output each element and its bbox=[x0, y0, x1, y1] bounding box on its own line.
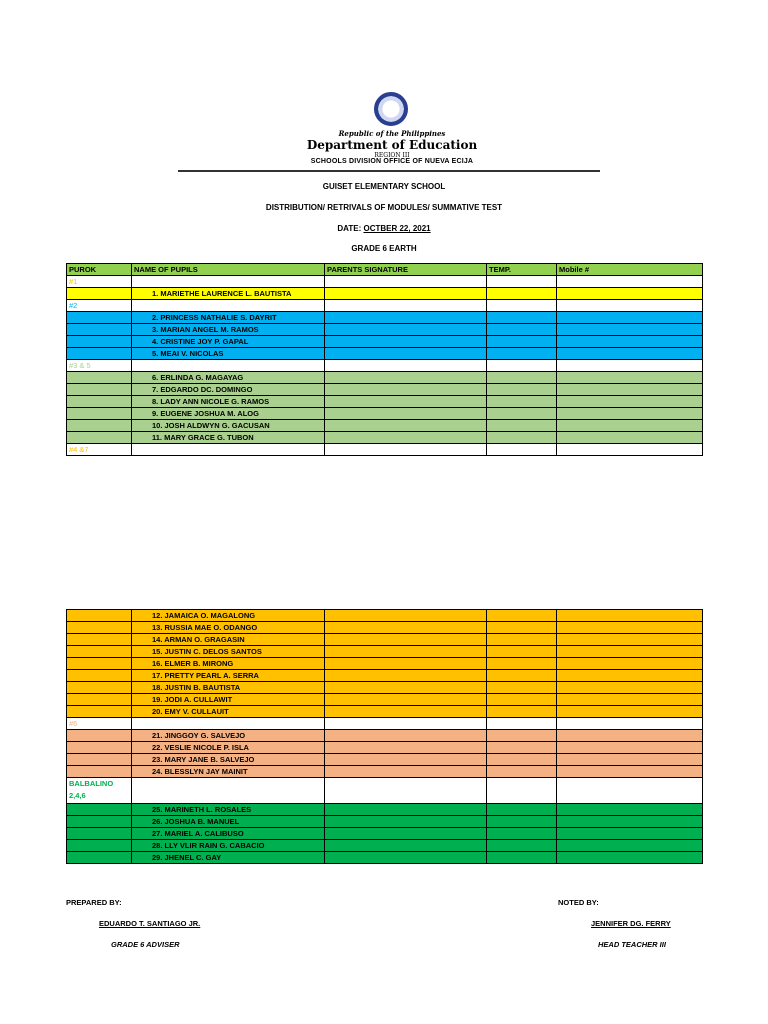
pupil-name-cell: 23. MARY JANE B. SALVEJO bbox=[132, 754, 325, 766]
parents-signature-cell[interactable] bbox=[325, 718, 487, 730]
parents-signature-cell[interactable] bbox=[325, 682, 487, 694]
purok-cell bbox=[67, 420, 132, 432]
mobile-number-cell[interactable] bbox=[557, 312, 703, 324]
col-signature-header: PARENTS SIGNATURE bbox=[325, 264, 487, 276]
purok-cell bbox=[67, 670, 132, 682]
mobile-number-cell[interactable] bbox=[557, 730, 703, 742]
prepared-by-label: PREPARED BY: bbox=[66, 898, 122, 907]
parents-signature-cell[interactable] bbox=[325, 348, 487, 360]
purok-cell bbox=[67, 396, 132, 408]
mobile-number-cell[interactable] bbox=[557, 718, 703, 730]
table-row bbox=[67, 622, 703, 634]
table-row bbox=[67, 670, 703, 682]
republic-line: Republic of the Philippines bbox=[338, 129, 446, 138]
mobile-number-cell[interactable] bbox=[557, 420, 703, 432]
purok-cell bbox=[67, 804, 132, 816]
purok-cell bbox=[67, 312, 132, 324]
parents-signature-cell[interactable] bbox=[325, 276, 487, 288]
mobile-number-cell[interactable] bbox=[557, 766, 703, 778]
temperature-cell[interactable] bbox=[487, 622, 557, 634]
purok-cell bbox=[67, 754, 132, 766]
pupil-name-cell: 9. EUGENE JOSHUA M. ALOG bbox=[132, 408, 325, 420]
purok-cell bbox=[67, 816, 132, 828]
pupil-name-cell: 10. JOSH ALDWYN G. GACUSAN bbox=[132, 420, 325, 432]
mobile-number-cell[interactable] bbox=[557, 658, 703, 670]
temperature-cell[interactable] bbox=[487, 360, 557, 372]
pupil-name-cell: 15. JUSTIN C. DELOS SANTOS bbox=[132, 646, 325, 658]
purok-cell bbox=[67, 840, 132, 852]
purok-cell bbox=[67, 658, 132, 670]
purok-group-row bbox=[67, 778, 703, 804]
temperature-cell[interactable] bbox=[487, 694, 557, 706]
temperature-cell[interactable] bbox=[487, 706, 557, 718]
temperature-cell[interactable] bbox=[487, 730, 557, 742]
table-row bbox=[67, 658, 703, 670]
school-name: GUISET ELEMENTARY SCHOOL bbox=[322, 182, 446, 191]
purok-cell bbox=[67, 694, 132, 706]
pupil-name-cell: 28. LLY VLIR RAIN G. CABACIO bbox=[132, 840, 325, 852]
purok-cell bbox=[67, 828, 132, 840]
pupil-name-cell: 11. MARY GRACE G. TUBON bbox=[132, 432, 325, 444]
col-mobile-header: Mobile # bbox=[557, 264, 703, 276]
mobile-number-cell[interactable] bbox=[557, 682, 703, 694]
mobile-number-cell[interactable] bbox=[557, 670, 703, 682]
temperature-cell[interactable] bbox=[487, 336, 557, 348]
temperature-cell[interactable] bbox=[487, 408, 557, 420]
mobile-number-cell[interactable] bbox=[557, 276, 703, 288]
table-row bbox=[67, 840, 703, 852]
parents-signature-cell[interactable] bbox=[325, 766, 487, 778]
pupil-name-cell bbox=[132, 300, 325, 312]
temperature-cell[interactable] bbox=[487, 766, 557, 778]
parents-signature-cell[interactable] bbox=[325, 408, 487, 420]
temperature-cell[interactable] bbox=[487, 828, 557, 840]
table-row bbox=[67, 816, 703, 828]
mobile-number-cell[interactable] bbox=[557, 288, 703, 300]
document-title: DISTRIBUTION/ RETRIVALS OF MODULES/ SUMMATIVE TEST bbox=[265, 203, 503, 212]
pupil-name-cell: 5. MEAI V. NICOLAS bbox=[132, 348, 325, 360]
parents-signature-cell[interactable] bbox=[325, 444, 487, 456]
pupil-name-cell: 8. LADY ANN NICOLE G. RAMOS bbox=[132, 396, 325, 408]
pupil-name-cell: 19. JODI A. CULLAWIT bbox=[132, 694, 325, 706]
temperature-cell[interactable] bbox=[487, 646, 557, 658]
parents-signature-cell[interactable] bbox=[325, 754, 487, 766]
purok-cell: #6 bbox=[67, 718, 132, 730]
parents-signature-cell[interactable] bbox=[325, 312, 487, 324]
parents-signature-cell[interactable] bbox=[325, 432, 487, 444]
table-row bbox=[67, 646, 703, 658]
table-row bbox=[67, 384, 703, 396]
mobile-number-cell[interactable] bbox=[557, 816, 703, 828]
mobile-number-cell[interactable] bbox=[557, 622, 703, 634]
table-row bbox=[67, 420, 703, 432]
region-line: REGION III bbox=[374, 152, 410, 159]
roster-table-2 bbox=[66, 609, 703, 864]
pupil-name-cell: 22. VESLIE NICOLE P. ISLA bbox=[132, 742, 325, 754]
pupil-name-cell: 3. MARIAN ANGEL M. RAMOS bbox=[132, 324, 325, 336]
purok-cell: BALBALINO 2,4,6 bbox=[67, 778, 132, 804]
table-row bbox=[67, 372, 703, 384]
purok-cell bbox=[67, 634, 132, 646]
temperature-cell[interactable] bbox=[487, 372, 557, 384]
temperature-cell[interactable] bbox=[487, 312, 557, 324]
parents-signature-cell[interactable] bbox=[325, 336, 487, 348]
noted-by-label: NOTED BY: bbox=[558, 898, 599, 907]
department-line: Department of Education bbox=[306, 138, 478, 152]
mobile-number-cell[interactable] bbox=[557, 610, 703, 622]
temperature-cell[interactable] bbox=[487, 742, 557, 754]
mobile-number-cell[interactable] bbox=[557, 852, 703, 864]
parents-signature-cell[interactable] bbox=[325, 828, 487, 840]
purok-cell: #1 bbox=[67, 276, 132, 288]
parents-signature-cell[interactable] bbox=[325, 300, 487, 312]
purok-cell bbox=[67, 646, 132, 658]
mobile-number-cell[interactable] bbox=[557, 408, 703, 420]
col-purok-header: PUROK bbox=[67, 264, 132, 276]
table-row bbox=[67, 348, 703, 360]
purok-cell bbox=[67, 336, 132, 348]
mobile-number-cell[interactable] bbox=[557, 694, 703, 706]
grade-section: GRADE 6 EARTH bbox=[351, 244, 417, 253]
temperature-cell[interactable] bbox=[487, 670, 557, 682]
table-header-row bbox=[67, 264, 703, 276]
parents-signature-cell[interactable] bbox=[325, 288, 487, 300]
table-row bbox=[67, 730, 703, 742]
purok-cell bbox=[67, 432, 132, 444]
temperature-cell[interactable] bbox=[487, 396, 557, 408]
purok-cell: #4 &7 bbox=[67, 444, 132, 456]
parents-signature-cell[interactable] bbox=[325, 384, 487, 396]
date-line bbox=[0, 224, 768, 233]
mobile-number-cell[interactable] bbox=[557, 742, 703, 754]
deped-seal-icon bbox=[374, 92, 408, 126]
temperature-cell[interactable] bbox=[487, 288, 557, 300]
table-row bbox=[67, 396, 703, 408]
temperature-cell[interactable] bbox=[487, 300, 557, 312]
pupil-name-cell bbox=[132, 444, 325, 456]
pupil-name-cell: 26. JOSHUA B. MANUEL bbox=[132, 816, 325, 828]
purok-cell bbox=[67, 622, 132, 634]
mobile-number-cell[interactable] bbox=[557, 348, 703, 360]
temperature-cell[interactable] bbox=[487, 384, 557, 396]
purok-group-row bbox=[67, 300, 703, 312]
temperature-cell[interactable] bbox=[487, 718, 557, 730]
mobile-number-cell[interactable] bbox=[557, 778, 703, 804]
table-row bbox=[67, 324, 703, 336]
pupil-name-cell: 16. ELMER B. MIRONG bbox=[132, 658, 325, 670]
purok-cell bbox=[67, 324, 132, 336]
temperature-cell[interactable] bbox=[487, 754, 557, 766]
temperature-cell[interactable] bbox=[487, 804, 557, 816]
pupil-name-cell: 21. JINGGOY G. SALVEJO bbox=[132, 730, 325, 742]
pupil-name-cell: 13. RUSSIA MAE O. ODANGO bbox=[132, 622, 325, 634]
col-name-header: NAME OF PUPILS bbox=[132, 264, 325, 276]
prepared-by-name: EDUARDO T. SANTIAGO JR. bbox=[99, 919, 201, 928]
table-row bbox=[67, 408, 703, 420]
purok-cell bbox=[67, 372, 132, 384]
purok-cell bbox=[67, 408, 132, 420]
mobile-number-cell[interactable] bbox=[557, 634, 703, 646]
mobile-number-cell[interactable] bbox=[557, 300, 703, 312]
table-row bbox=[67, 804, 703, 816]
purok-cell bbox=[67, 384, 132, 396]
purok-cell bbox=[67, 852, 132, 864]
purok-group-row bbox=[67, 360, 703, 372]
pupil-name-cell: 2. PRINCESS NATHALIE S. DAYRIT bbox=[132, 312, 325, 324]
purok-group-row bbox=[67, 718, 703, 730]
table-row bbox=[67, 610, 703, 622]
purok-cell: #3 & 5 bbox=[67, 360, 132, 372]
pupil-name-cell: 14. ARMAN O. GRAGASIN bbox=[132, 634, 325, 646]
parents-signature-cell[interactable] bbox=[325, 324, 487, 336]
table-row bbox=[67, 828, 703, 840]
table-row bbox=[67, 706, 703, 718]
parents-signature-cell[interactable] bbox=[325, 730, 487, 742]
mobile-number-cell[interactable] bbox=[557, 360, 703, 372]
pupil-name-cell: 29. JHENEL C. GAY bbox=[132, 852, 325, 864]
temperature-cell[interactable] bbox=[487, 348, 557, 360]
table-row bbox=[67, 634, 703, 646]
purok-cell bbox=[67, 610, 132, 622]
pupil-name-cell: 4. CRISTINE JOY P. GAPAL bbox=[132, 336, 325, 348]
pupil-name-cell: 18. JUSTIN B. BAUTISTA bbox=[132, 682, 325, 694]
parents-signature-cell[interactable] bbox=[325, 622, 487, 634]
parents-signature-cell[interactable] bbox=[325, 706, 487, 718]
pupil-name-cell: 17. PRETTY PEARL A. SERRA bbox=[132, 670, 325, 682]
mobile-number-cell[interactable] bbox=[557, 372, 703, 384]
mobile-number-cell[interactable] bbox=[557, 828, 703, 840]
temperature-cell[interactable] bbox=[487, 634, 557, 646]
table-row bbox=[67, 694, 703, 706]
pupil-name-cell bbox=[132, 276, 325, 288]
temperature-cell[interactable] bbox=[487, 324, 557, 336]
pupil-name-cell: 7. EDGARDO DC. DOMINGO bbox=[132, 384, 325, 396]
parents-signature-cell[interactable] bbox=[325, 840, 487, 852]
table-row bbox=[67, 766, 703, 778]
deped-letterhead bbox=[178, 80, 606, 175]
noted-by-name: JENNIFER DG. FERRY bbox=[591, 919, 671, 928]
mobile-number-cell[interactable] bbox=[557, 840, 703, 852]
parents-signature-cell[interactable] bbox=[325, 694, 487, 706]
temperature-cell[interactable] bbox=[487, 816, 557, 828]
purok-cell bbox=[67, 706, 132, 718]
mobile-number-cell[interactable] bbox=[557, 336, 703, 348]
pupil-name-cell: 24. BLESSLYN JAY MAINIT bbox=[132, 766, 325, 778]
pupil-name-cell bbox=[132, 718, 325, 730]
temperature-cell[interactable] bbox=[487, 658, 557, 670]
pupil-name-cell: 6. ERLINDA G. MAGAYAG bbox=[132, 372, 325, 384]
purok-cell bbox=[67, 730, 132, 742]
table-row bbox=[67, 754, 703, 766]
parents-signature-cell[interactable] bbox=[325, 646, 487, 658]
temperature-cell[interactable] bbox=[487, 432, 557, 444]
mobile-number-cell[interactable] bbox=[557, 396, 703, 408]
mobile-number-cell[interactable] bbox=[557, 754, 703, 766]
temperature-cell[interactable] bbox=[487, 420, 557, 432]
purok-cell bbox=[67, 682, 132, 694]
pupil-name-cell: 12. JAMAICA O. MAGALONG bbox=[132, 610, 325, 622]
pupil-name-cell: 27. MARIEL A. CALIBUSO bbox=[132, 828, 325, 840]
parents-signature-cell[interactable] bbox=[325, 742, 487, 754]
temperature-cell[interactable] bbox=[487, 778, 557, 804]
parents-signature-cell[interactable] bbox=[325, 778, 487, 804]
pupil-name-cell: 20. EMY V. CULLAUIT bbox=[132, 706, 325, 718]
letterhead-rule bbox=[178, 170, 600, 172]
temperature-cell[interactable] bbox=[487, 852, 557, 864]
parents-signature-cell[interactable] bbox=[325, 420, 487, 432]
temperature-cell[interactable] bbox=[487, 276, 557, 288]
prepared-by-title: GRADE 6 ADVISER bbox=[111, 940, 180, 949]
table-row bbox=[67, 432, 703, 444]
date-label: DATE: bbox=[337, 224, 364, 233]
mobile-number-cell[interactable] bbox=[557, 444, 703, 456]
purok-cell bbox=[67, 348, 132, 360]
parents-signature-cell[interactable] bbox=[325, 658, 487, 670]
table-row bbox=[67, 336, 703, 348]
mobile-number-cell[interactable] bbox=[557, 324, 703, 336]
col-temp-header: TEMP. bbox=[487, 264, 557, 276]
mobile-number-cell[interactable] bbox=[557, 804, 703, 816]
table-row bbox=[67, 742, 703, 754]
parents-signature-cell[interactable] bbox=[325, 610, 487, 622]
parents-signature-cell[interactable] bbox=[325, 670, 487, 682]
parents-signature-cell[interactable] bbox=[325, 360, 487, 372]
pupil-name-cell bbox=[132, 778, 325, 804]
temperature-cell[interactable] bbox=[487, 610, 557, 622]
division-line: SCHOOLS DIVISION OFFICE OF NUEVA ECIJA bbox=[310, 158, 474, 165]
parents-signature-cell[interactable] bbox=[325, 804, 487, 816]
parents-signature-cell[interactable] bbox=[325, 852, 487, 864]
roster-table-1 bbox=[66, 263, 703, 456]
purok-group-row bbox=[67, 276, 703, 288]
purok-cell bbox=[67, 742, 132, 754]
temperature-cell[interactable] bbox=[487, 840, 557, 852]
mobile-number-cell[interactable] bbox=[557, 646, 703, 658]
pupil-name-cell: 1. MARIETHE LAURENCE L. BAUTISTA bbox=[132, 288, 325, 300]
table-row bbox=[67, 682, 703, 694]
mobile-number-cell[interactable] bbox=[557, 432, 703, 444]
parents-signature-cell[interactable] bbox=[325, 396, 487, 408]
pupil-name-cell bbox=[132, 360, 325, 372]
mobile-number-cell[interactable] bbox=[557, 384, 703, 396]
parents-signature-cell[interactable] bbox=[325, 372, 487, 384]
parents-signature-cell[interactable] bbox=[325, 816, 487, 828]
pupil-name-cell: 25. MARINETH L. ROSALES bbox=[132, 804, 325, 816]
purok-cell bbox=[67, 288, 132, 300]
date-value: OCTBER 22, 2021 bbox=[363, 224, 431, 233]
parents-signature-cell[interactable] bbox=[325, 634, 487, 646]
temperature-cell[interactable] bbox=[487, 444, 557, 456]
mobile-number-cell[interactable] bbox=[557, 706, 703, 718]
purok-cell: #2 bbox=[67, 300, 132, 312]
purok-group-row bbox=[67, 444, 703, 456]
temperature-cell[interactable] bbox=[487, 682, 557, 694]
noted-by-title: HEAD TEACHER III bbox=[598, 940, 666, 949]
table-row bbox=[67, 852, 703, 864]
table-row bbox=[67, 312, 703, 324]
purok-cell bbox=[67, 766, 132, 778]
table-row bbox=[67, 288, 703, 300]
